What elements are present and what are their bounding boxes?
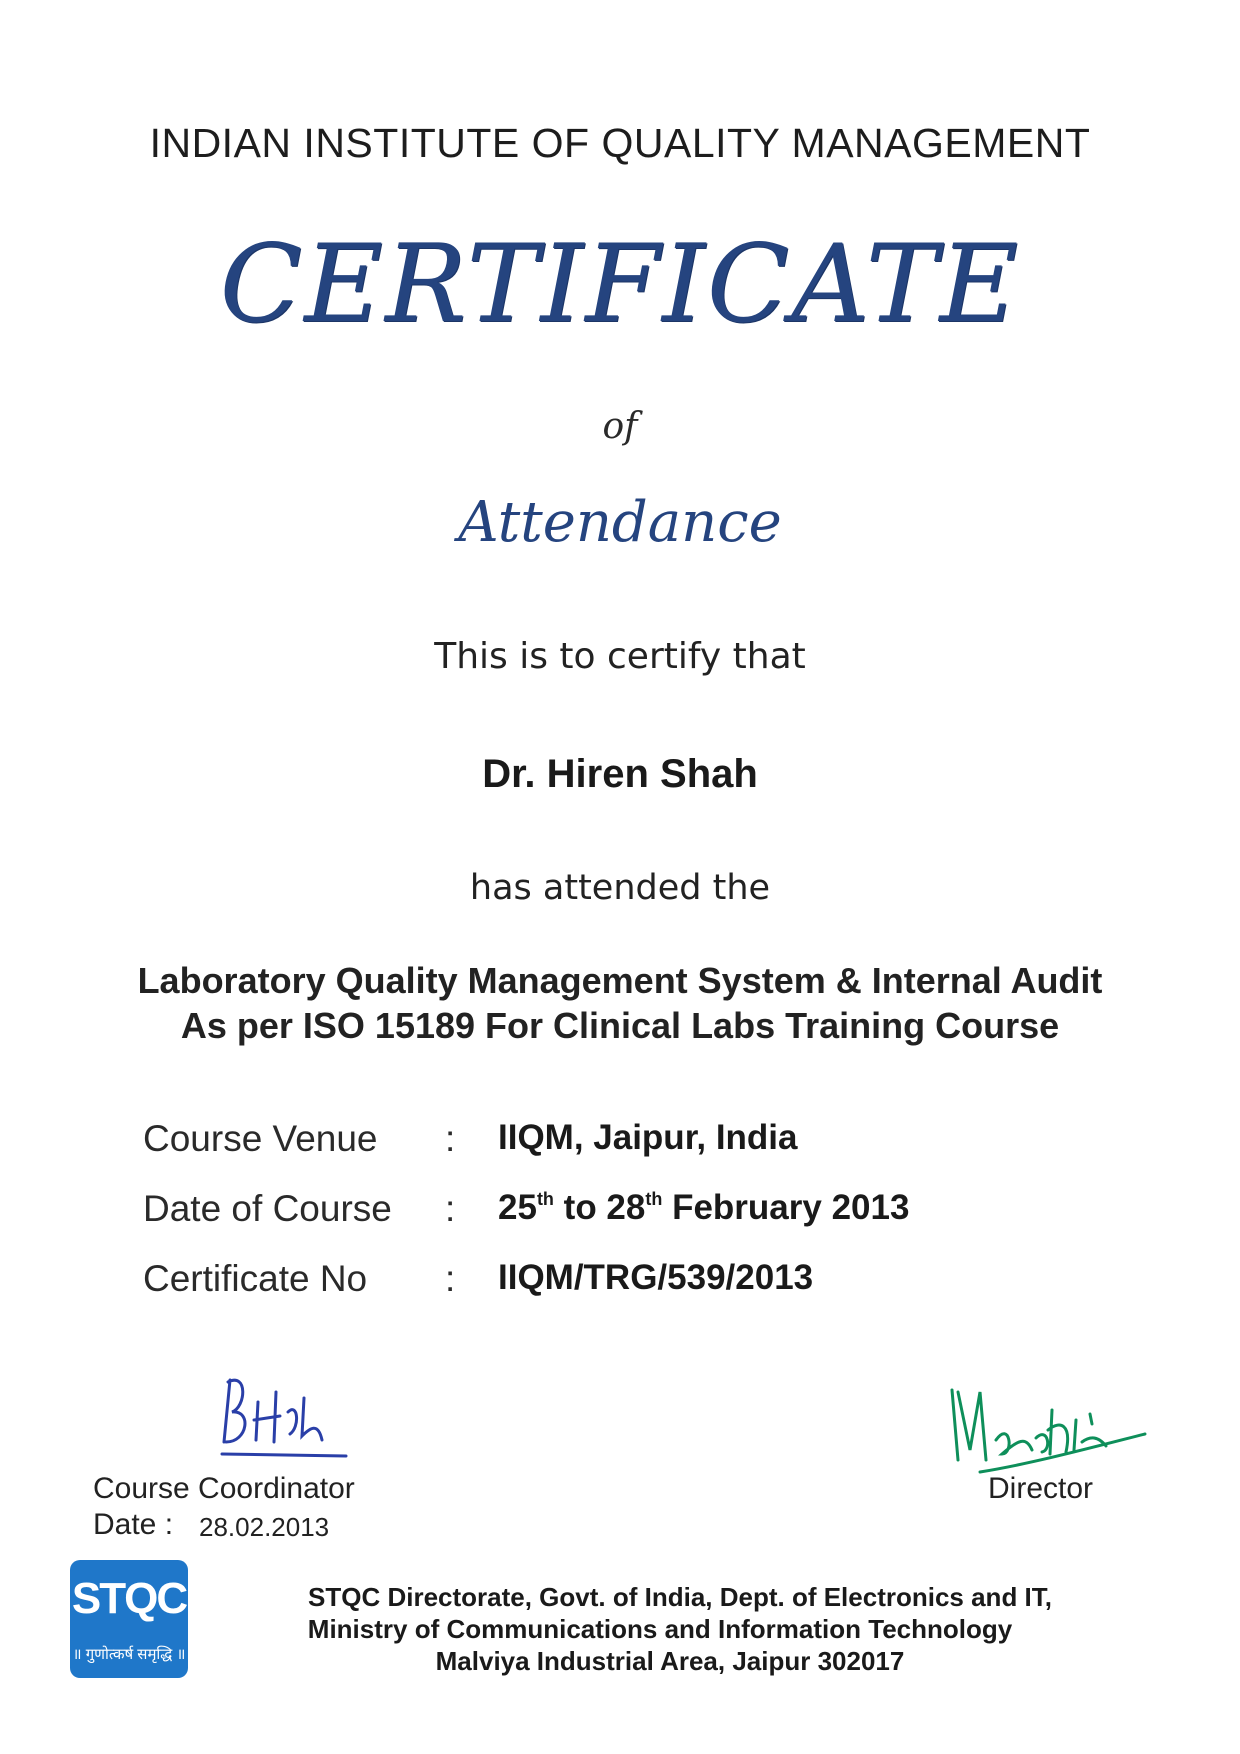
institute-name: INDIAN INSTITUTE OF QUALITY MANAGEMENT bbox=[149, 120, 1091, 166]
date-colon: : bbox=[445, 1188, 456, 1229]
certificate-number-label: Certificate No bbox=[143, 1258, 368, 1299]
course-title-line1: Laboratory Quality Management System & Internal Audit bbox=[137, 960, 1103, 1001]
venue-label: Course Venue bbox=[143, 1118, 378, 1159]
address-line-2: Ministry of Communications and Information Technology bbox=[307, 1614, 1013, 1644]
certificate-title: CERTIFICATE bbox=[219, 222, 1021, 347]
director-signature bbox=[940, 1380, 1150, 1480]
certificate-number-row bbox=[143, 1258, 1143, 1318]
venue-value: IIQM, Jaipur, India bbox=[498, 1118, 798, 1157]
certify-intro: This is to certify that bbox=[434, 636, 806, 677]
certificate-type: Attendance bbox=[458, 490, 782, 555]
date-of-course-value: 25th to 28th February 2013 bbox=[498, 1188, 910, 1227]
stqc-logo-text: STQC bbox=[71, 1574, 187, 1623]
course-title-line2: As per ISO 15189 For Clinical Labs Training Course bbox=[180, 1005, 1060, 1046]
certno-colon: : bbox=[445, 1258, 456, 1299]
address-line-1: STQC Directorate, Govt. of India, Dept. of Electronics and IT, bbox=[308, 1582, 1052, 1612]
venue-colon: : bbox=[445, 1118, 456, 1159]
address-line-3: Malviya Industrial Area, Jaipur 302017 bbox=[435, 1646, 905, 1676]
recipient-name: Dr. Hiren Shah bbox=[482, 752, 758, 796]
issue-date-value: 28.02.2013 bbox=[199, 1512, 330, 1542]
stqc-logo-subtext: ॥ गुणोत्कर्ष समृद्धि ॥ bbox=[72, 1646, 186, 1663]
date-row bbox=[143, 1188, 1143, 1248]
venue-row bbox=[143, 1118, 1143, 1178]
certificate-number-value: IIQM/TRG/539/2013 bbox=[498, 1258, 814, 1297]
attended-text: has attended the bbox=[469, 868, 771, 908]
course-coordinator-label: Course Coordinator bbox=[93, 1472, 355, 1505]
date-of-course-label: Date of Course bbox=[143, 1188, 392, 1229]
coordinator-signature bbox=[218, 1372, 358, 1462]
director-label: Director bbox=[988, 1472, 1094, 1505]
title-of: of bbox=[602, 406, 638, 447]
issue-date-label: Date : bbox=[93, 1508, 174, 1541]
